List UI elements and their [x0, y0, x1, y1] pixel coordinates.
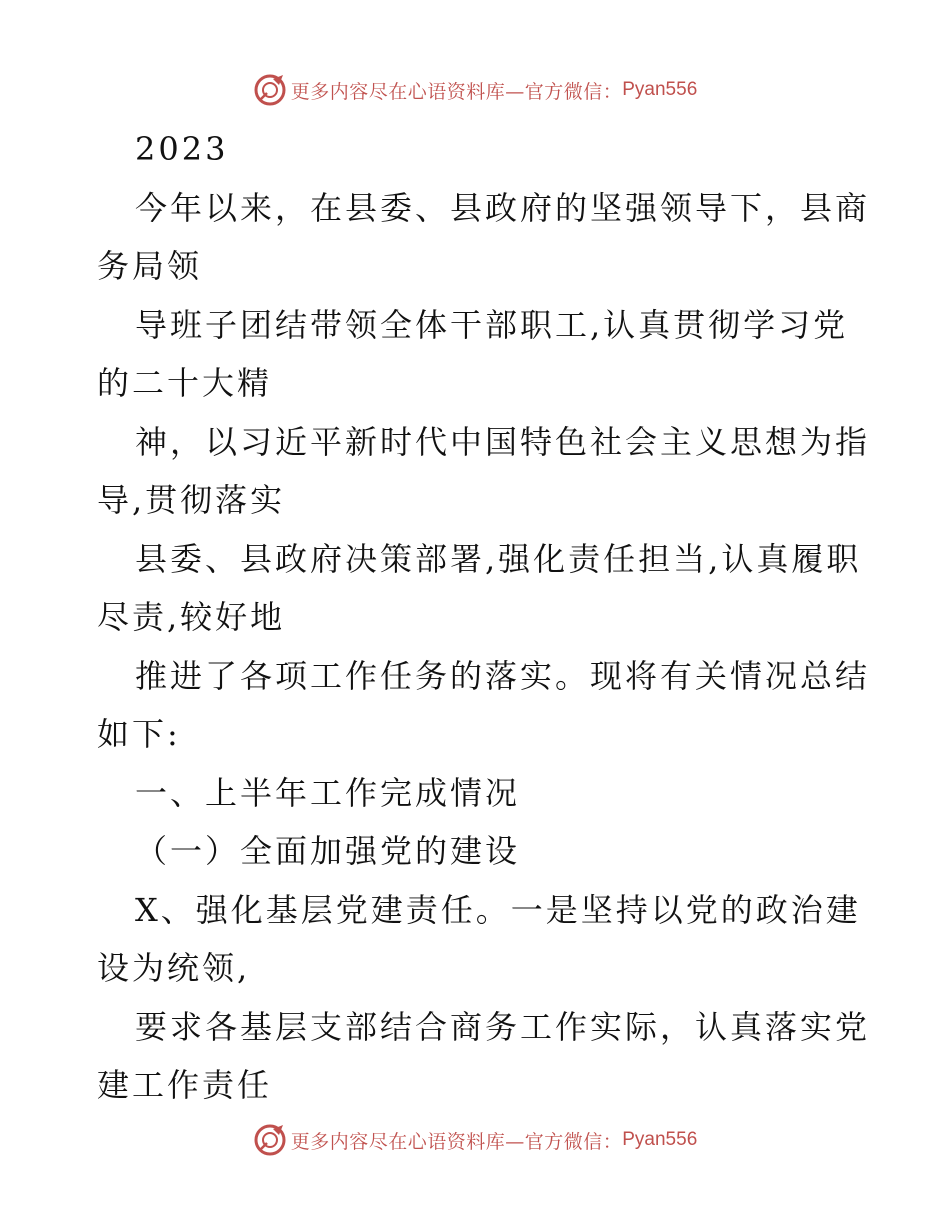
watermark-wechat-id: Pyan556 [622, 79, 698, 100]
text-line: （一）全面加强党的建设 [135, 832, 521, 870]
text-line: 导,贯彻落实 [97, 481, 286, 519]
text-line: 建工作责任 [97, 1066, 273, 1104]
text-line: 县委、县政府决策部署,强化责任担当,认真履职 [135, 539, 862, 578]
watermark-banner-bottom [0, 1120, 950, 1160]
pen-logo-icon [253, 73, 287, 107]
text-line: 务局领 [97, 247, 203, 285]
text-line: 今年以来，在县委、县政府的坚强领导下，县商 [135, 188, 871, 227]
text-line: 尽责,较好地 [97, 598, 286, 636]
text-line: 导班子团结带领全体干部职工,认真贯彻学习党 [135, 305, 849, 344]
text-line: 推进了各项工作任务的落实。现将有关情况总结 [135, 656, 871, 695]
watermark-text: 更多内容尽在心语资料库—官方微信： [290, 1130, 623, 1153]
watermark-banner-top [0, 70, 950, 110]
text-line: 2023 [135, 130, 229, 168]
text-line: 如下: [97, 715, 181, 753]
text-line: 神，以习近平新时代中国特色社会主义思想为指 [135, 422, 871, 461]
text-line: 的二十大精 [97, 364, 273, 402]
text-line: X、强化基层党建责任。一是坚持以党的政治建 [135, 890, 861, 929]
text-line: 一、上半年工作完成情况 [135, 773, 521, 812]
pen-logo-icon [253, 1123, 287, 1157]
watermark-wechat-id: Pyan556 [622, 1129, 698, 1150]
watermark-text: 更多内容尽在心语资料库—官方微信： [290, 80, 623, 103]
document-body [97, 120, 871, 1115]
text-line: 设为统领, [97, 949, 251, 987]
text-line: 要求各基层支部结合商务工作实际，认真落实党 [135, 1007, 871, 1046]
